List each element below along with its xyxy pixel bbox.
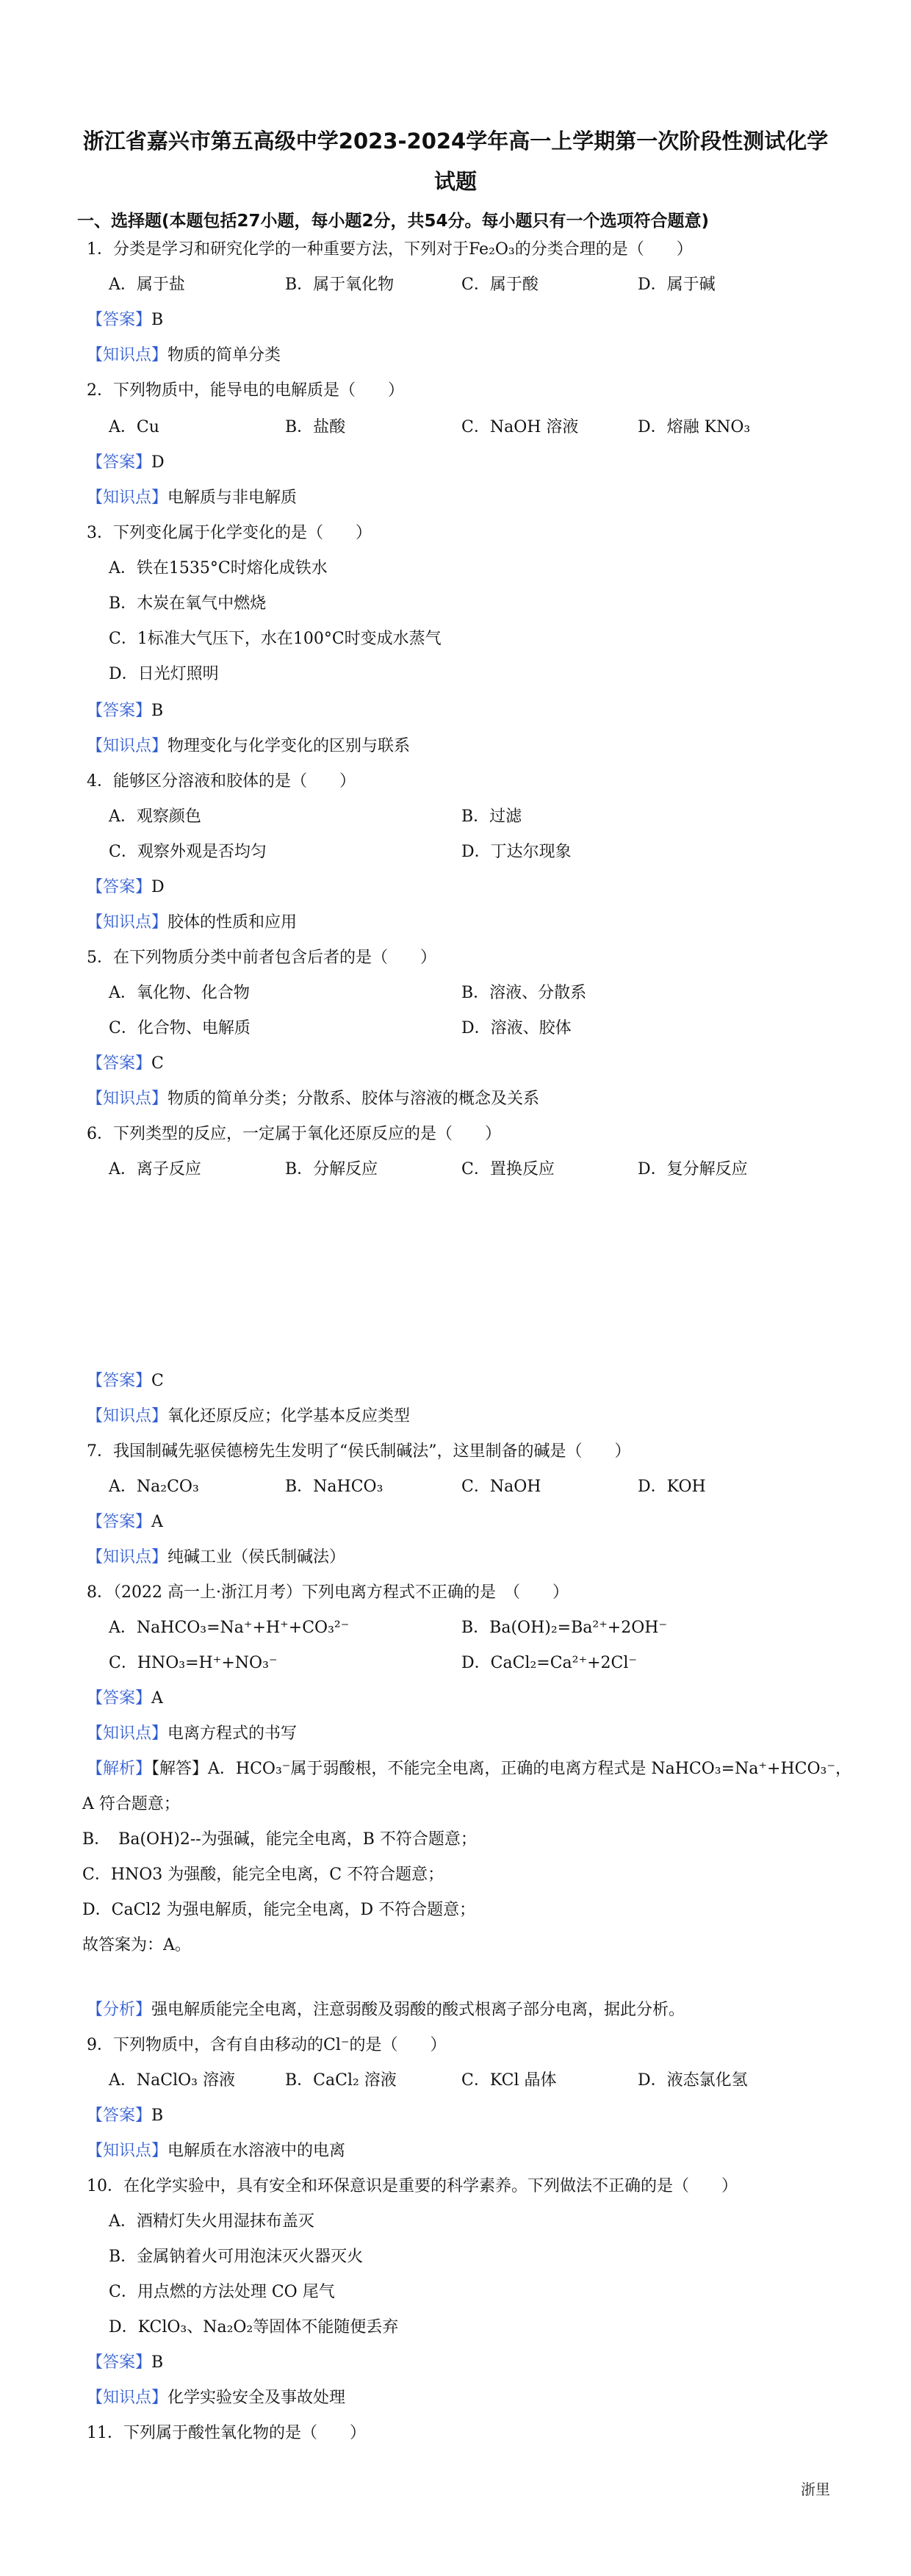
q3-answer: 【答案】B <box>87 702 164 720</box>
q8-option-a: A．NaHCO₃=Na⁺+H⁺+CO₃²⁻ <box>109 1619 350 1637</box>
question-9-stem: 9．下列物质中，含有自由移动的Cl⁻的是（ ） <box>87 2036 447 2054</box>
q6-knowledge: 【知识点】氧化还原反应；化学基本反应类型 <box>87 1407 411 1425</box>
question-1-stem: 1．分类是学习和研究化学的一种重要方法，下列对于Fe₂O₃的分类合理的是（ ） <box>87 240 693 259</box>
q10-option-d: D．KClO₃、Na₂O₂等固体不能随便丢弃 <box>109 2318 399 2336</box>
q5-answer: 【答案】C <box>87 1054 164 1073</box>
q1-answer: 【答案】B <box>87 311 164 329</box>
q7-option-a: A．Na₂CO₃ <box>109 1478 199 1496</box>
q6-option-a: A．离子反应 <box>109 1160 201 1179</box>
q9-option-d: D．液态氯化氢 <box>638 2071 748 2090</box>
page-footer: 浙里 <box>801 2480 830 2498</box>
q2-answer: 【答案】D <box>87 453 165 472</box>
q8-analysis-line2: A 符合题意； <box>82 1795 180 1813</box>
q3-option-b: B．木炭在氧气中燃烧 <box>109 594 267 613</box>
q4-knowledge: 【知识点】胶体的性质和应用 <box>87 913 298 932</box>
q7-knowledge: 【知识点】纯碱工业（侯氏制碱法） <box>87 1548 346 1566</box>
q3-knowledge: 【知识点】物理变化与化学变化的区别与联系 <box>87 737 411 755</box>
q5-option-a: A．氧化物、化合物 <box>109 984 250 1002</box>
q6-option-b: B．分解反应 <box>285 1160 378 1179</box>
question-5-stem: 5．在下列物质分类中前者包含后者的是（ ） <box>87 949 436 967</box>
q8-analysis-line6: 故答案为：A。 <box>82 1936 191 1954</box>
q7-answer: 【答案】A <box>87 1513 163 1531</box>
q8-option-c: C．HNO₃=H⁺+NO₃⁻ <box>109 1654 278 1672</box>
q8-analysis-line1: 【解析】【解答】A．HCO₃⁻属于弱酸根，不能完全电离，正确的电离方程式是 NaHCO₃=Na⁺+HCO₃⁻， <box>87 1760 851 1778</box>
q9-option-a: A．NaClO₃ 溶液 <box>109 2071 235 2090</box>
q8-analysis-line4: C．HNO3 为强酸，能完全电离，C 不符合题意； <box>82 1866 444 1884</box>
q5-option-d: D．溶液、胶体 <box>461 1019 572 1037</box>
q1-option-d: D．属于碱 <box>638 276 716 294</box>
q3-option-d: D．日光灯照明 <box>109 665 219 683</box>
q4-option-d: D．丁达尔现象 <box>461 843 572 861</box>
question-2-stem: 2．下列物质中，能导电的电解质是（ ） <box>87 381 404 400</box>
question-10-stem: 10．在化学实验中，具有安全和环保意识是重要的科学素养。下列做法不正确的是（ ） <box>87 2177 738 2195</box>
q5-knowledge: 【知识点】物质的简单分类；分散系、胶体与溶液的概念及关系 <box>87 1090 540 1108</box>
q10-knowledge: 【知识点】化学实验安全及事故处理 <box>87 2389 346 2407</box>
question-3-stem: 3．下列变化属于化学变化的是（ ） <box>87 524 372 542</box>
q9-option-b: B．CaCl₂ 溶液 <box>285 2071 397 2090</box>
q5-option-b: B．溶液、分散系 <box>461 984 587 1002</box>
q1-option-c: C．属于酸 <box>461 276 539 294</box>
question-8-stem: 8．（2022 高一上·浙江月考）下列电离方程式不正确的是 （ ） <box>87 1583 569 1602</box>
q2-option-c: C．NaOH 溶液 <box>461 418 579 436</box>
q8-analysis-line5: D．CaCl2 为强电解质，能完全电离，D 不符合题意； <box>82 1901 476 1919</box>
section-heading: 一、选择题(本题包括27小题，每小题2分，共54分。每小题只有一个选项符合题意) <box>77 212 710 231</box>
question-11-stem: 11．下列属于酸性氧化物的是（ ） <box>87 2424 366 2442</box>
q8-analysis-line3: B． Ba(OH)2--为强碱，能完全电离，B 不符合题意； <box>82 1830 477 1849</box>
q9-option-c: C．KCl 晶体 <box>461 2071 557 2090</box>
q4-option-b: B．过滤 <box>461 807 522 826</box>
q2-option-a: A．Cu <box>109 418 159 436</box>
q9-knowledge: 【知识点】电解质在水溶液中的电离 <box>87 2142 346 2160</box>
q6-option-c: C．置换反应 <box>461 1160 555 1179</box>
q4-option-c: C．观察外观是否均匀 <box>109 843 267 861</box>
question-6-stem: 6．下列类型的反应，一定属于氧化还原反应的是（ ） <box>87 1125 501 1143</box>
q10-answer: 【答案】B <box>87 2353 164 2372</box>
q3-option-a: A．铁在1535°C时熔化成铁水 <box>109 559 328 578</box>
q8-knowledge: 【知识点】电离方程式的书写 <box>87 1724 298 1743</box>
q8-option-b: B．Ba(OH)₂=Ba²⁺+2OH⁻ <box>461 1619 668 1637</box>
q6-option-d: D．复分解反应 <box>638 1160 748 1179</box>
document-title-line1: 浙江省嘉兴市第五高级中学2023-2024学年高一上学期第一次阶段性测试化学 <box>82 129 829 154</box>
document-title-line2: 试题 <box>433 169 477 194</box>
q5-option-c: C．化合物、电解质 <box>109 1019 251 1037</box>
q8-fenxi: 【分析】强电解质能完全电离，注意弱酸及弱酸的酸式根离子部分电离，据此分析。 <box>87 2001 685 2019</box>
q7-option-d: D．KOH <box>638 1478 706 1496</box>
q2-option-d: D．熔融 KNO₃ <box>638 418 751 436</box>
q1-option-b: B．属于氧化物 <box>285 276 395 294</box>
q10-option-a: A．酒精灯失火用湿抹布盖灭 <box>109 2212 314 2231</box>
q2-option-b: B．盐酸 <box>285 418 346 436</box>
question-7-stem: 7．我国制碱先驱侯德榜先生发明了“侯氏制碱法”，这里制备的碱是（ ） <box>87 1442 631 1461</box>
q7-option-c: C．NaOH <box>461 1478 541 1496</box>
q1-option-a: A．属于盐 <box>109 276 185 294</box>
q8-option-d: D．CaCl₂=Ca²⁺+2Cl⁻ <box>461 1654 638 1672</box>
q9-answer: 【答案】B <box>87 2107 164 2125</box>
q6-answer: 【答案】C <box>87 1372 164 1390</box>
q8-answer: 【答案】A <box>87 1689 163 1708</box>
q3-option-c: C．1标准大气压下，水在100°C时变成水蒸气 <box>109 630 442 648</box>
question-4-stem: 4．能够区分溶液和胶体的是（ ） <box>87 772 356 791</box>
q4-option-a: A．观察颜色 <box>109 807 201 826</box>
q1-knowledge: 【知识点】物质的简单分类 <box>87 346 281 364</box>
q2-knowledge: 【知识点】电解质与非电解质 <box>87 489 298 507</box>
q4-answer: 【答案】D <box>87 878 165 896</box>
q10-option-c: C．用点燃的方法处理 CO 尾气 <box>109 2283 335 2301</box>
q10-option-b: B．金属钠着火可用泡沫灭火器灭火 <box>109 2248 364 2266</box>
q7-option-b: B．NaHCO₃ <box>285 1478 384 1496</box>
